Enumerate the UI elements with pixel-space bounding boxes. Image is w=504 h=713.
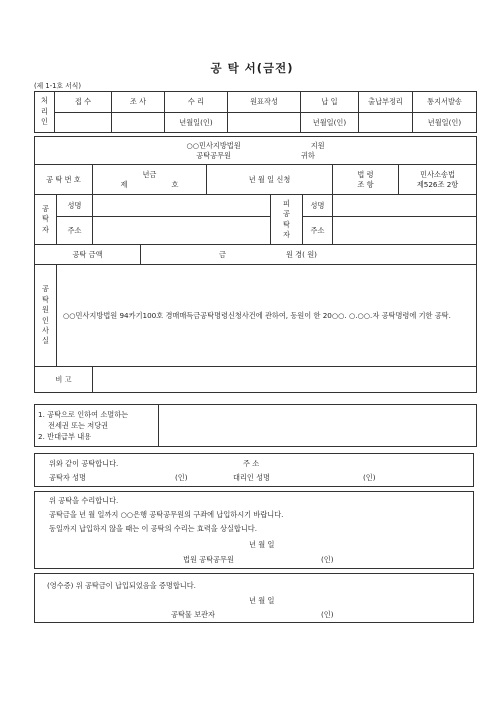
- court-addressee: ○○민사지방법원 지원 공탁공무원 귀하: [35, 137, 477, 165]
- depositor-name-field[interactable]: [93, 195, 271, 217]
- applicant-box: [34, 453, 474, 487]
- remarks-label: 비 고: [35, 367, 93, 393]
- processing-table: [34, 91, 477, 133]
- depositor-label: 공 탁 자: [35, 195, 57, 245]
- applicant-statement: 위와 같이 공탁합니다.: [49, 459, 119, 468]
- remarks-field[interactable]: [93, 367, 477, 393]
- header-cashbook: 출납부정리: [359, 92, 413, 113]
- receipt-date: 년 월 일: [249, 596, 275, 605]
- extinction-table: [34, 404, 477, 447]
- processing-date-cell: 년월일(인): [413, 113, 477, 133]
- header-receipt: 접 수: [55, 92, 112, 113]
- depositee-address-label: 주소: [303, 217, 333, 245]
- header-ledger-creation: 원표작성: [228, 92, 301, 113]
- applicant-name-label: 공탁자 성명: [49, 473, 87, 482]
- applicant-address-label: 주 소: [243, 459, 260, 468]
- agent-name-label: 대리인 성명: [233, 473, 271, 482]
- processing-cell[interactable]: [55, 113, 112, 133]
- agent-seal: (인): [363, 473, 376, 482]
- depositee-address-field[interactable]: [333, 217, 477, 245]
- law-value: 민사소송법 제526조 2항: [399, 165, 477, 195]
- processing-date-cell: 년월일(인): [165, 113, 228, 133]
- processing-side-label: 처 리 인: [35, 92, 55, 133]
- acceptance-signer: 법원 공탁공무원: [183, 555, 234, 564]
- amount-value[interactable]: 금 원 경( 원): [141, 245, 477, 265]
- header-investigation: 조 사: [112, 92, 165, 113]
- cause-text: ○○민사지방법원 94카기100호 경매매득금공탁명령신청사건에 관하여, 동원이 한 20○○. ○.○○.자 공탁명령에 기한 공탁.: [57, 265, 477, 367]
- header-payment: 납 입: [301, 92, 359, 113]
- main-table: [34, 136, 477, 393]
- acceptance-statement: 위 공탁을 수리합니다.: [49, 496, 119, 505]
- processing-cell[interactable]: [228, 113, 301, 133]
- acceptance-date: 년 월 일: [249, 540, 275, 549]
- extinction-label: 1. 공탁으로 인하여 소멸하는 전세권 또는 저당권 2. 반대급부 내용: [35, 405, 159, 447]
- deposit-number-value[interactable]: 년금 제 호: [93, 165, 207, 195]
- processing-cell[interactable]: [112, 113, 165, 133]
- receipt-statement: (영수증) 위 공탁금이 납입되었음을 증명합니다.: [47, 581, 196, 590]
- depositor-address-label: 주소: [57, 217, 93, 245]
- processing-date-cell: 년월일(인): [301, 113, 359, 133]
- deposit-number-label: 공 탁 번 호: [35, 165, 93, 195]
- header-acceptance: 수 리: [165, 92, 228, 113]
- amount-label: 공탁 금액: [35, 245, 141, 265]
- header-notice: 통지서발송: [413, 92, 477, 113]
- processing-cell[interactable]: [359, 113, 413, 133]
- acceptance-instruction: 공탁금을 년 월 일까지 ○○은행 공탁공무원의 구좌에 납입하시기 바랍니다.: [49, 510, 284, 519]
- acceptance-seal: (인): [321, 555, 334, 564]
- extinction-field[interactable]: [159, 405, 477, 447]
- depositee-label: 피 공 탁 자: [271, 195, 303, 245]
- depositor-name-label: 성명: [57, 195, 93, 217]
- law-label: 법 령 조 항: [333, 165, 399, 195]
- depositor-address-field[interactable]: [93, 217, 271, 245]
- form-code: (제 1-1호 서식): [34, 82, 81, 90]
- depositee-name-label: 성명: [303, 195, 333, 217]
- acceptance-box: [34, 491, 474, 569]
- receipt-signer: 공탁물 보관자: [171, 610, 215, 619]
- application-date[interactable]: 년 월 일 신청: [207, 165, 333, 195]
- receipt-box: [34, 573, 474, 623]
- depositee-name-field[interactable]: [333, 195, 477, 217]
- acceptance-warning: 동일까지 납입하지 않을 때는 이 공탁의 수리는 효력을 상실합니다.: [49, 524, 258, 533]
- cause-label: 공 탁 원 인 사 실: [35, 265, 57, 367]
- form-title: 공 탁 서(금전): [210, 61, 294, 75]
- receipt-seal: (인): [321, 610, 334, 619]
- applicant-seal: (인): [175, 473, 188, 482]
